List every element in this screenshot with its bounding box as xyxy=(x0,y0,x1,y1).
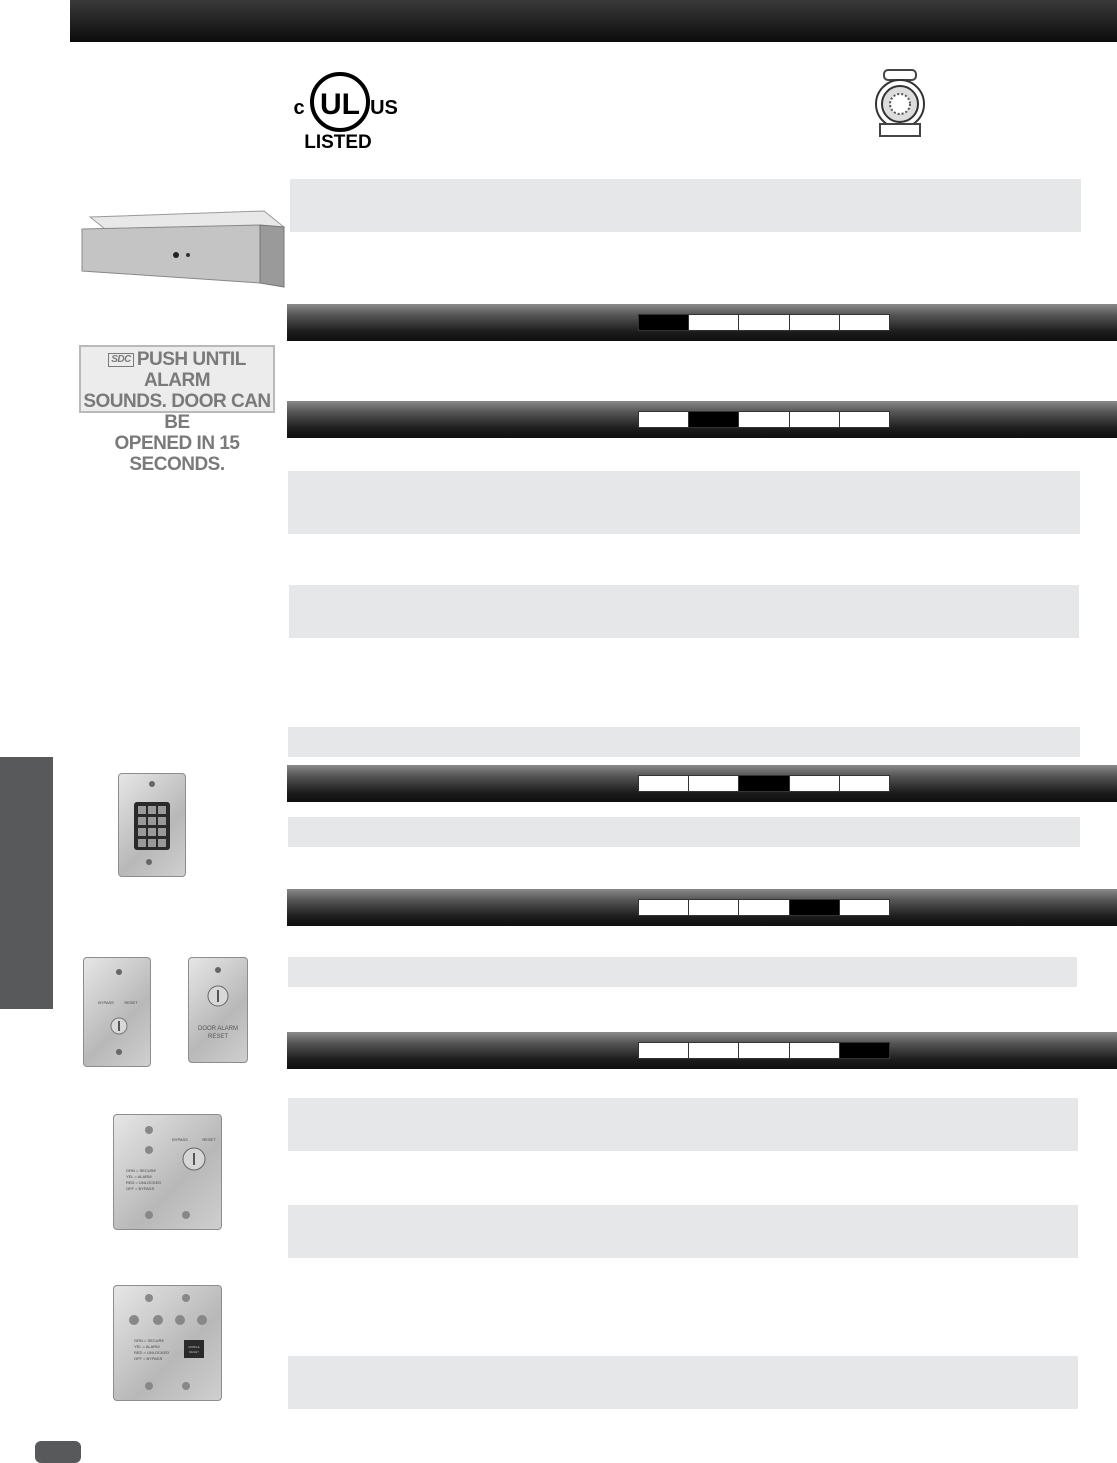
step-segment xyxy=(839,900,889,915)
four-door-annunciator-panel-photo xyxy=(113,1285,222,1401)
text-band xyxy=(288,1205,1078,1258)
annunciator-keyswitch-panel-photo xyxy=(113,1114,222,1230)
push-until-alarm-sign xyxy=(79,345,275,475)
text-band xyxy=(289,585,1079,638)
step-segment xyxy=(688,900,738,915)
section-header-bar-2 xyxy=(287,401,1117,438)
step-segment xyxy=(639,412,688,427)
step-indicator xyxy=(638,411,890,428)
delay-egress-unit-photo xyxy=(80,207,286,289)
step-segment xyxy=(688,776,738,791)
step-indicator xyxy=(638,775,890,792)
legend-line-1: GRN = SECURE xyxy=(126,1168,157,1173)
step-indicator xyxy=(638,1042,890,1059)
section-header-bar-1 xyxy=(287,304,1117,341)
ul-caption: LISTED xyxy=(304,132,372,153)
panel-reset-label: RESET xyxy=(202,1137,216,1142)
ul-left: c xyxy=(293,97,305,119)
step-segment xyxy=(738,315,788,330)
text-band xyxy=(288,817,1080,847)
step-segment xyxy=(688,315,738,330)
top-banner xyxy=(70,0,1117,42)
step-segment xyxy=(639,1043,688,1058)
section-header-bar-3 xyxy=(287,765,1117,802)
step-segment xyxy=(839,1043,889,1058)
text-band xyxy=(288,1356,1078,1409)
step-segment xyxy=(789,315,839,330)
sign-line-3: OPENED IN 15 SECONDS. xyxy=(114,433,240,475)
step-segment xyxy=(789,776,839,791)
legend-line-3: RED = UNLOCKED xyxy=(126,1180,162,1185)
step-segment xyxy=(839,315,889,330)
city-seal-logo xyxy=(872,68,928,140)
ul-mark: UL xyxy=(320,88,360,121)
door-alarm-label-1: DOOR ALARM xyxy=(197,1026,239,1032)
step-segment xyxy=(738,900,788,915)
legend-line-2: YEL = ALARM xyxy=(134,1344,160,1349)
step-segment xyxy=(839,776,889,791)
mobile-reset-label-2: RESET xyxy=(188,1350,200,1354)
section-header-bar-5 xyxy=(287,1032,1117,1069)
step-segment xyxy=(639,900,688,915)
city-of-la-seal-icon xyxy=(872,68,928,140)
sign-brand: SDC xyxy=(108,353,134,367)
bypass-reset-keyswitch-photo xyxy=(83,957,151,1067)
step-segment xyxy=(738,1043,788,1058)
legend-line-4: OFF = BYPASS xyxy=(126,1186,155,1191)
ul-right: US xyxy=(370,97,398,119)
step-segment xyxy=(789,900,839,915)
sign-line-2: SOUNDS. DOOR CAN BE xyxy=(83,391,271,433)
panel-bypass-label: BYPASS xyxy=(172,1137,188,1142)
step-segment xyxy=(639,315,688,330)
step-segment xyxy=(789,1043,839,1058)
legend-line-1: GRN = SECURE xyxy=(134,1338,165,1343)
ul-listed-icon xyxy=(290,64,400,154)
step-segment xyxy=(738,412,788,427)
step-indicator xyxy=(638,899,890,916)
mobile-reset-label-1: MOBILE xyxy=(188,1345,200,1349)
sign-line-1: SDC PUSH UNTIL ALARM xyxy=(81,349,273,391)
legend-line-3: RED = UNLOCKED xyxy=(134,1350,170,1355)
step-segment xyxy=(688,1043,738,1058)
text-band xyxy=(288,727,1080,757)
legend-line-4: OFF = BYPASS xyxy=(134,1356,163,1361)
page-number-tab xyxy=(35,1441,81,1463)
keyswitch-reset-label: RESET xyxy=(124,1000,138,1005)
keypad-photo xyxy=(118,773,186,877)
legend-line-2: YEL = ALARM xyxy=(126,1174,152,1179)
section-header-bar-4 xyxy=(287,889,1117,926)
door-alarm-reset-keyswitch-photo xyxy=(188,957,248,1063)
ul-listed-logo xyxy=(290,64,400,154)
step-segment xyxy=(789,412,839,427)
keyswitch-bypass-label: BYPASS xyxy=(98,1000,114,1005)
text-band xyxy=(290,179,1081,232)
text-band xyxy=(288,957,1077,987)
text-band xyxy=(288,471,1080,534)
door-alarm-label-2: RESET xyxy=(207,1034,229,1040)
step-indicator xyxy=(638,314,890,331)
step-segment xyxy=(688,412,738,427)
step-segment xyxy=(639,776,688,791)
step-segment xyxy=(839,412,889,427)
step-segment xyxy=(738,776,788,791)
section-side-tab xyxy=(0,757,53,1009)
text-band xyxy=(288,1098,1078,1151)
